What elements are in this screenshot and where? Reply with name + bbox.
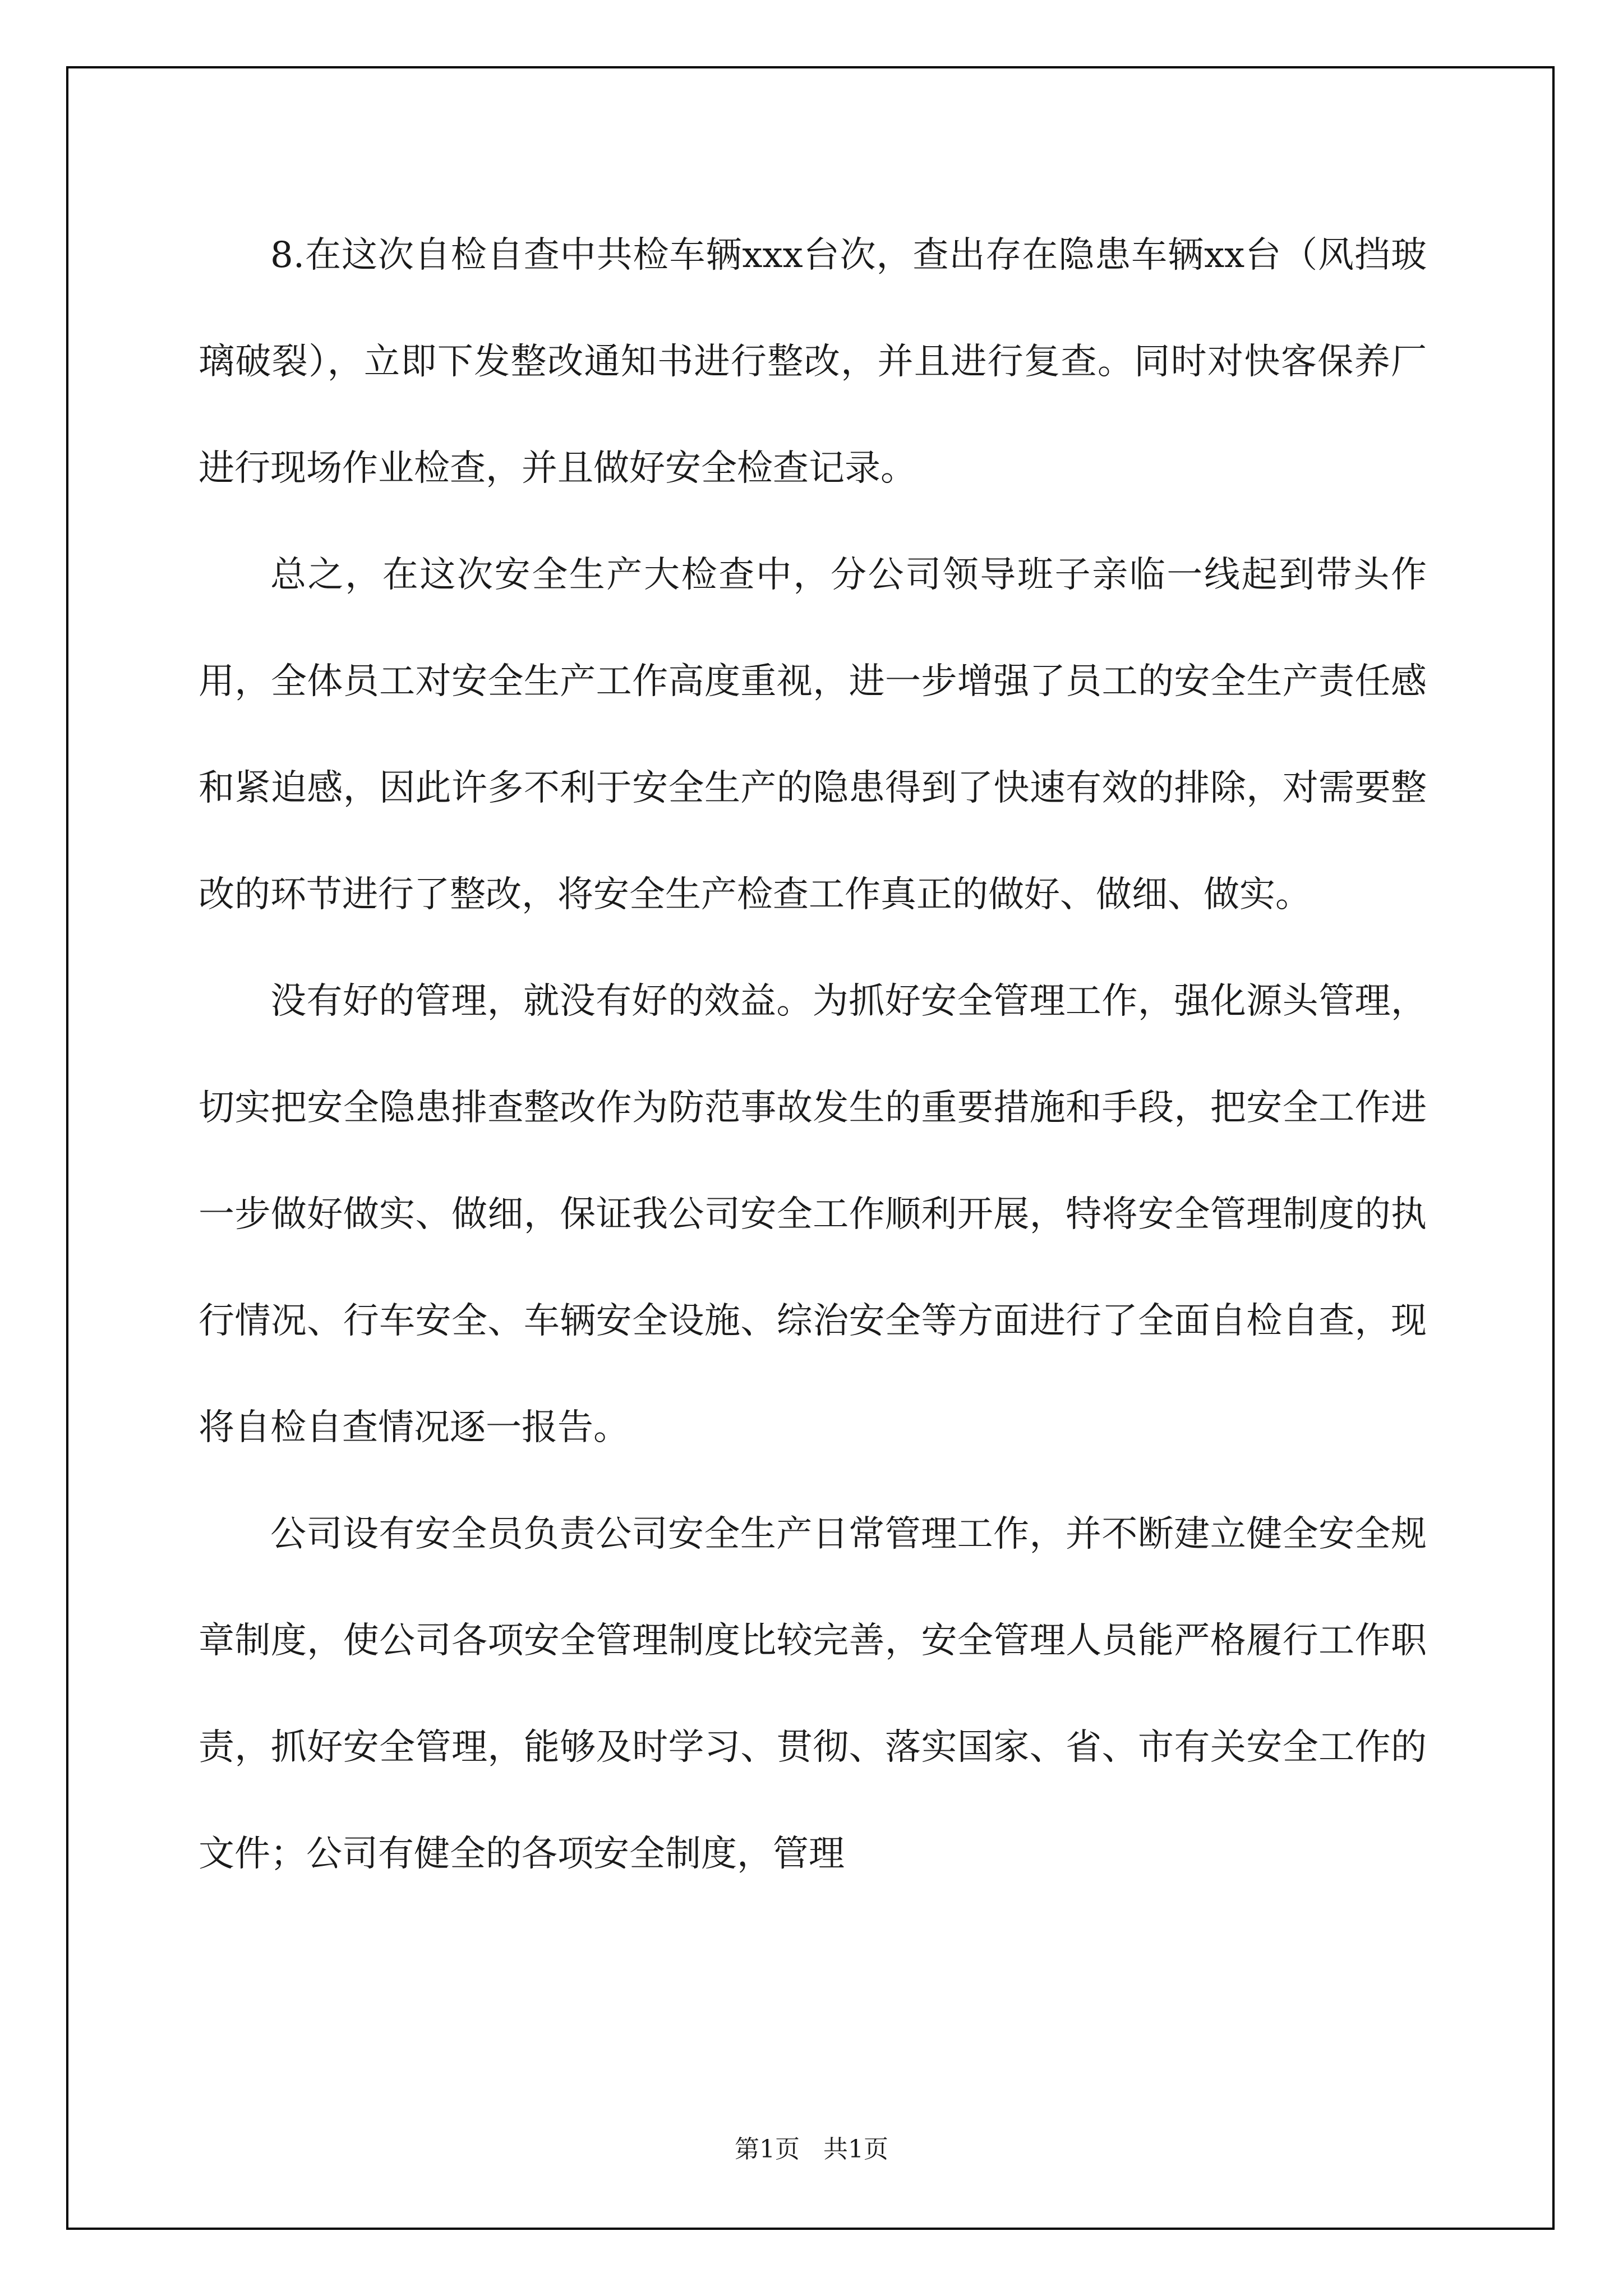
page-number-footer: 第1页 共1页 [735, 2135, 888, 2164]
paragraph-inspection-results: 8.在这次自检自查中共检车辆xxx台次，查出存在隐患车辆xx台（风挡玻璃破裂），立即下发整改通知书进行整改，并且进行复查。同时对快客保养厂进行现场作业检查，并且做好安全检查记录。 [199, 234, 1427, 489]
paragraph-management: 没有好的管理，就没有好的效益。为抓好安全管理工作，强化源头管理，切实把安全隐患排查整改作为防范事故发生的重要措施和手段，把安全工作进一步做好做实、做细，保证我公司安全工作顺利开展，特将安全管理制度的执行情况、行车安全、车辆安全设施、综治安全等方面进行了全面自检自查，现将自检自查情况逐一报告。 [199, 981, 1427, 1448]
paragraph-summary: 总之，在这次安全生产大检查中，分公司领导班子亲临一线起到带头作用，全体员工对安全生产工作高度重视，进一步增强了员工的安全生产责任感和紧迫感，因此许多不利于安全生产的隐患得到了快速有效的排除，对需要整改的环节进行了整改，将安全生产检查工作真正的做好、做细、做实。 [199, 554, 1427, 915]
paragraph-safety-officer: 公司设有安全员负责公司安全生产日常管理工作，并不断建立健全安全规章制度，使公司各项安全管理制度比较完善，安全管理人员能严格履行工作职责，抓好安全管理，能够及时学习、贯彻、落实国家、省、市有关安全工作的文件；公司有健全的各项安全制度，管理 [199, 1513, 1427, 1875]
document-body [199, 202, 1427, 1907]
